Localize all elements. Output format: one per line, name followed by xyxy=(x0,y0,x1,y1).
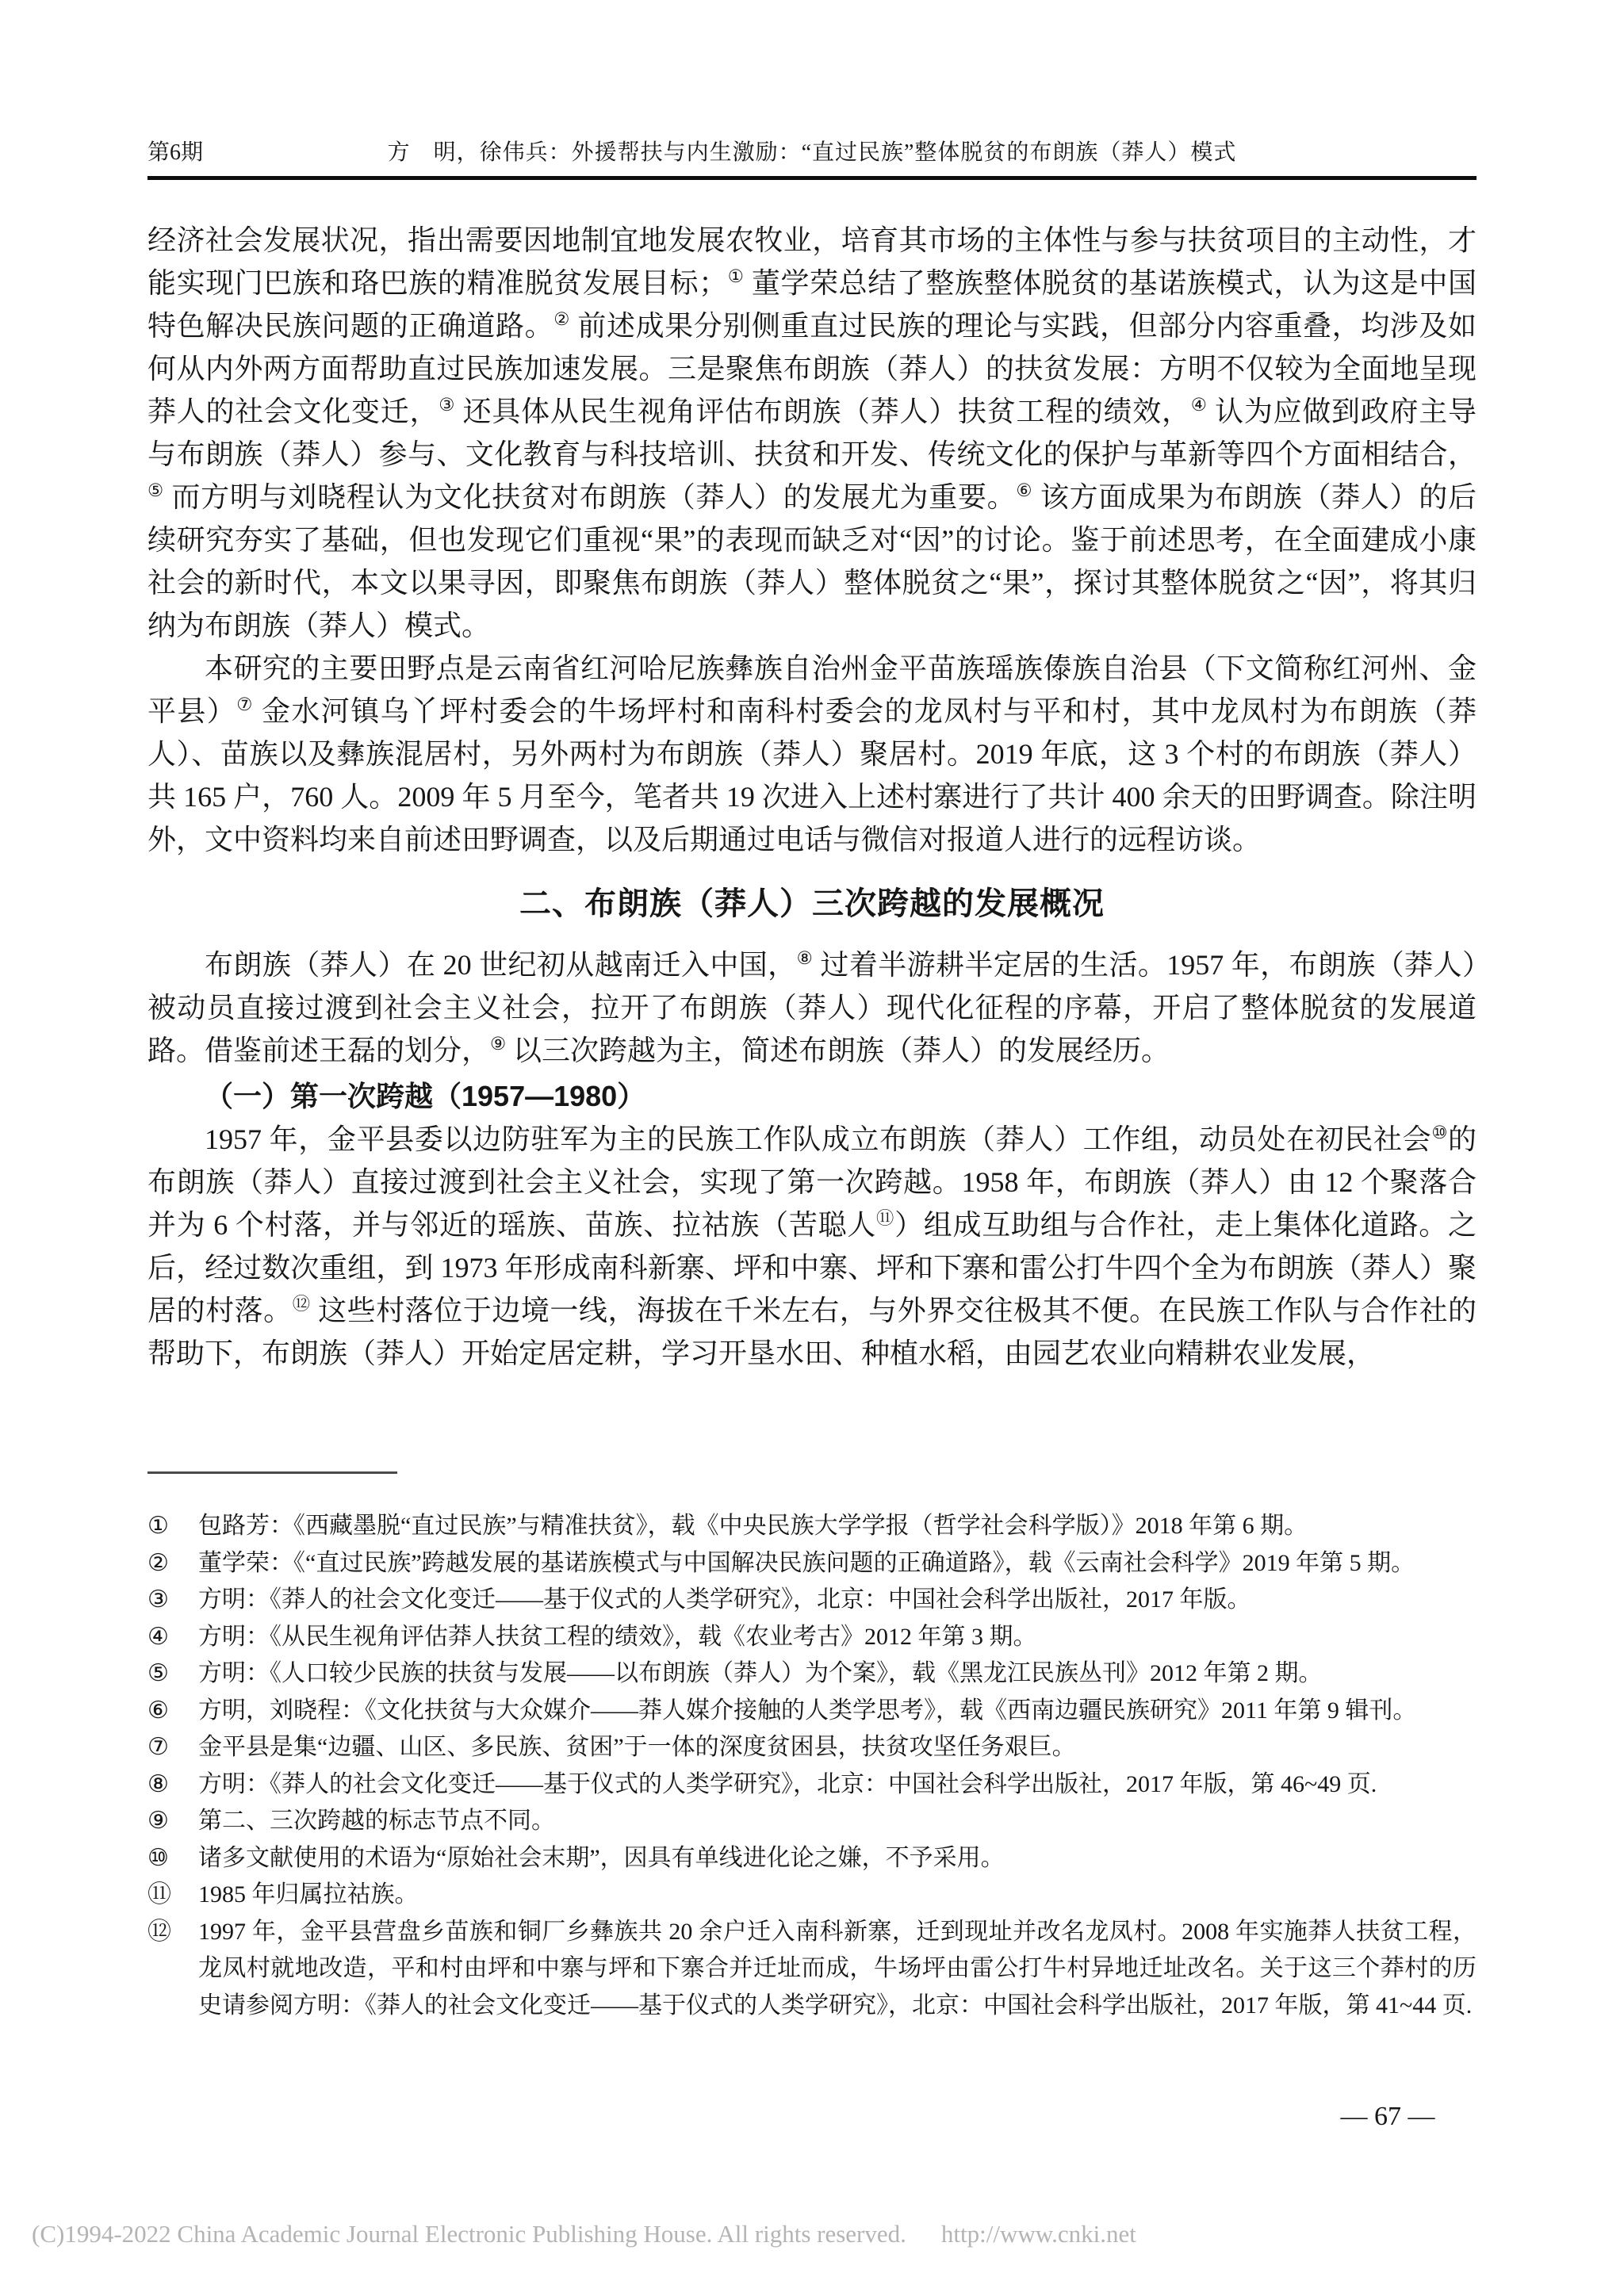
footnote-text: 方明：《从民生视角评估莽人扶贫工程的绩效》，载《农业考古》2012 年第 3 期。 xyxy=(198,1623,1037,1650)
body-paragraph-3: 布朗族（莽人）在 20 世纪初从越南迁入中国，⑧ 过着半游耕半定居的生活。1957 年，布朗族（莽人）被动员直接过渡到社会主义社会，拉开了布朗族（莽人）现代化征程的序幕，开启了整体脱贫的发展道路。借鉴前述王磊的划分，⑨ 以三次跨越为主，简述布朗族（莽人）的发展经历。 xyxy=(147,948,1477,1066)
footnote-text: 1985 年归属拉祜族。 xyxy=(198,1881,419,1908)
footnote-marker: ⑦ xyxy=(147,1734,169,1760)
article-body xyxy=(147,219,1477,1375)
body-paragraph-4: 1957 年，金平县委以边防驻军为主的民族工作队成立布朗族（莽人）工作组，动员处在初民社会⑩的布朗族（莽人）直接过渡到社会主义社会，实现了第一次跨越。1958 年，布朗族（莽人）由 12 个聚落合并为 6 个村落，并与邻近的瑶族、苗族、拉祜族（苦聪人⑪）组成互助组与合作社，走上集体化道路。之后，经过数次重组，到 1973 年形成南科新寨、坪和中寨、坪和下寨和雷公打牛四个全为布朗族（莽人）聚居的村落。⑫ 这些村落位于边境一线，海拔在千米左右，与外界交往极其不便。在民族工作队与合作社的帮助下，布朗族（莽人）开始定居定耕，学习开垦水田、种植水稻，由园艺农业向精耕农业发展， xyxy=(147,1123,1477,1369)
footnote-marker: ⑫ xyxy=(147,1918,171,1945)
footnote-text: 董学荣：《“直过民族”跨越发展的基诺族模式与中国解决民族问题的正确道路》，载《云南社会科学》2019 年第 5 期。 xyxy=(198,1549,1415,1576)
footnote-text: 1997 年，金平县营盘乡苗族和铜厂乡彝族共 20 余户迁入南科新寨，迁到现址并改名龙凤村。2008 年实施莽人扶贫工程，龙凤村就地改造，平和村由坪和中寨与坪和下寨合并迁址而成，牛场坪由雷公打牛村异地迁址改名。关于这三个莽村的历史请参阅方明：《莽人的社会文化变迁——基于仪式的人类学研究》，北京：中国社会科学出版社，2017 年版，第 41~44 页. xyxy=(198,1918,1477,2019)
footnote-item xyxy=(147,1766,1477,1804)
page-number: — 67 — xyxy=(1340,2102,1435,2131)
footnote-item xyxy=(147,1655,1477,1693)
footnote-marker: ⑩ xyxy=(147,1844,169,1871)
cnki-url: http://www.cnki.net xyxy=(940,2220,1136,2248)
footnote-item xyxy=(147,1508,1477,1545)
footnote-item xyxy=(147,1840,1477,1877)
footnote-marker: ① xyxy=(147,1513,169,1539)
body-paragraph-2: 本研究的主要田野点是云南省红河哈尼族彝族自治州金平苗族瑶族傣族自治县（下文简称红河州、金平县）⑦ 金水河镇乌丫坪村委会的牛场坪村和南科村委会的龙凤村与平和村，其中龙凤村为布朗族（莽人）、苗族以及彝族混居村，另外两村为布朗族（莽人）聚居村。2019 年底，这 3 个村的布朗族（莽人）共 165 户，760 人。2009 年 5 月至今，笔者共 19 次进入上述村寨进行了共计 400 余天的田野调查。除注明外，文中资料均来自前述田野调查，以及后期通过电话与微信对报道人进行的远程访谈。 xyxy=(147,652,1477,855)
footnote-marker: ⑤ xyxy=(147,1660,169,1686)
copyright-text: (C)1994-2022 China Academic Journal Electronic Publishing House. All rights reserved. xyxy=(32,2220,906,2248)
footnote-marker: ⑨ xyxy=(147,1808,169,1834)
copyright-footer xyxy=(32,2220,1586,2248)
footnote-item xyxy=(147,1877,1477,1914)
footnote-text: 方明：《人口较少民族的扶贫与发展——以布朗族（莽人）为个案》，载《黑龙江民族丛刊》2012 年第 2 期。 xyxy=(198,1660,1323,1686)
footnote-separator xyxy=(147,1471,397,1474)
footnote-text: 方明：《莽人的社会文化变迁——基于仪式的人类学研究》，北京：中国社会科学出版社，2017 年版，第 46~49 页. xyxy=(198,1770,1377,1797)
footnotes xyxy=(147,1508,1477,2024)
footnote-text: 诸多文献使用的术语为“原始社会末期”，因具有单线进化论之嫌，不予采用。 xyxy=(198,1844,1005,1871)
footnote-item xyxy=(147,1693,1477,1730)
footnote-marker: ⑪ xyxy=(147,1881,171,1908)
footnote-marker: ③ xyxy=(147,1586,169,1613)
footnote-text: 方明，刘晓程：《文化扶贫与大众媒介——莽人媒介接触的人类学思考》，载《西南边疆民族研究》2011 年第 9 辑刊。 xyxy=(198,1697,1417,1724)
footnote-marker: ⑧ xyxy=(147,1770,169,1797)
subsection-heading: （一）第一次跨越（1957—1980） xyxy=(205,1080,646,1112)
footnote-text: 包路芳：《西藏墨脱“直过民族”与精准扶贫》，载《中央民族大学学报（哲学社会科学版）》2018 年第 6 期。 xyxy=(198,1513,1308,1539)
footnote-marker: ⑥ xyxy=(147,1697,169,1724)
footnote-text: 第二、三次跨越的标志节点不同。 xyxy=(198,1808,555,1834)
header-rule xyxy=(147,176,1477,180)
issue-label: 第6期 xyxy=(147,140,204,165)
section-heading: 二、布朗族（莽人）三次跨越的发展概况 xyxy=(519,886,1105,921)
running-title: 方 明，徐伟兵：外援帮扶与内生激励：“直过民族”整体脱贫的布朗族（莽人）模式 xyxy=(387,140,1237,165)
body-paragraph-1: 经济社会发展状况，指出需要因地制宜地发展农牧业，培育其市场的主体性与参与扶贫项目的主动性，才能实现门巴族和珞巴族的精准脱贫发展目标；① 董学荣总结了整族整体脱贫的基诺族模式，认为这是中国特色解决民族问题的正确道路。② 前述成果分别侧重直过民族的理论与实践，但部分内容重叠，均涉及如何从内外两方面帮助直过民族加速发展。三是聚焦布朗族（莽人）的扶贫发展：方明不仅较为全面地呈现莽人的社会文化变迁，③ 还具体从民生视角评估布朗族（莽人）扶贫工程的绩效，④ 认为应做到政府主导与布朗族（莽人）参与、文化教育与科技培训、扶贫和开发、传统文化的保护与革新等四个方面相结合，⑤ 而方明与刘晓程认为文化扶贫对布朗族（莽人）的发展尤为重要。⑥ 该方面成果为布朗族（莽人）的后续研究夯实了基础，但也发现它们重视“果”的表现而缺乏对“因”的讨论。鉴于前述思考，在全面建成小康社会的新时代，本文以果寻因，即聚焦布朗族（莽人）整体脱贫之“果”，探讨其整体脱贫之“因”，将其归纳为布朗族（莽人）模式。 xyxy=(147,224,1477,641)
footnote-item xyxy=(147,1582,1477,1619)
footnote-marker: ④ xyxy=(147,1623,169,1650)
footnote-item xyxy=(147,1545,1477,1582)
footnote-item xyxy=(147,1803,1477,1840)
footnote-item xyxy=(147,1729,1477,1766)
page-header xyxy=(147,136,1477,170)
footnote-item xyxy=(147,1619,1477,1656)
footnote-item xyxy=(147,1914,1477,2025)
footnote-text: 金平县是集“边疆、山区、多民族、贫困”于一体的深度贫困县，扶贫攻坚任务艰巨。 xyxy=(198,1734,1076,1760)
footnote-marker: ② xyxy=(147,1549,169,1576)
footnote-text: 方明：《莽人的社会文化变迁——基于仪式的人类学研究》，北京：中国社会科学出版社，2017 年版。 xyxy=(198,1586,1251,1613)
